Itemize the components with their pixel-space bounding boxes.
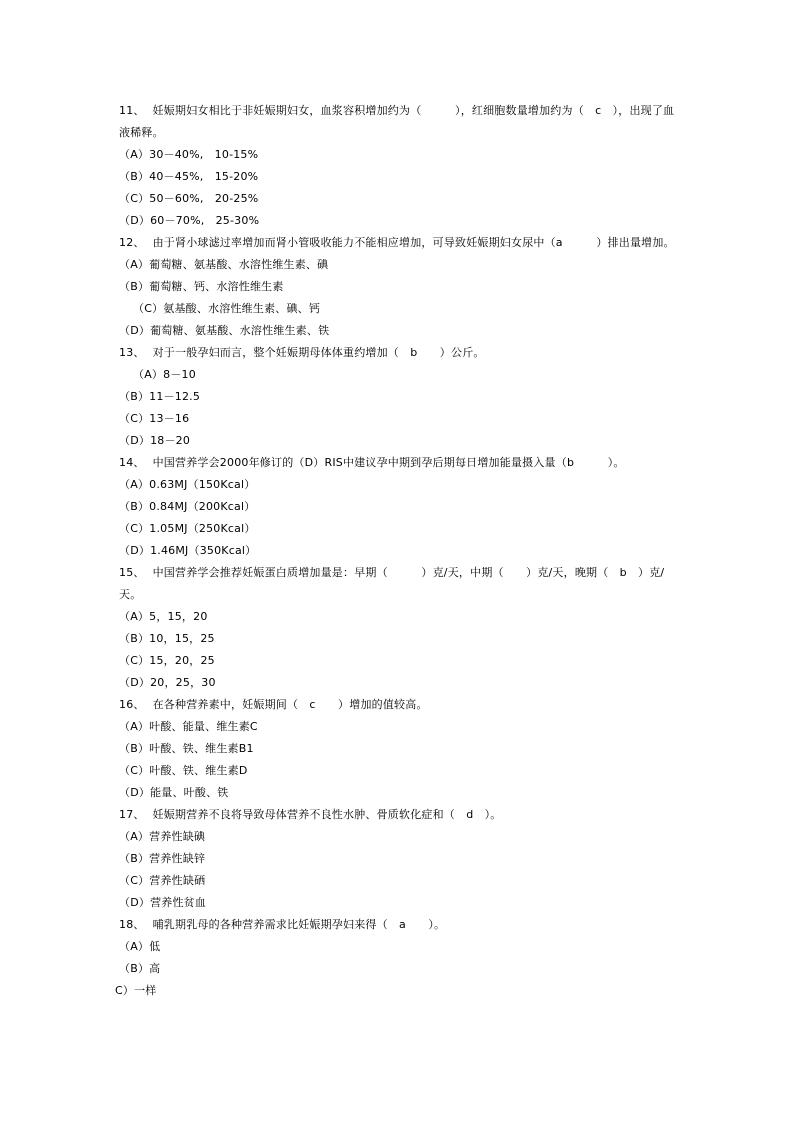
question-number: 17、 <box>119 808 145 821</box>
option-a: （A）0.63MJ（150Kcal） <box>119 478 256 491</box>
question-stem: 15、 中国营养学会推荐妊娠蛋白质增加量是：早期（ ）克/天，中期（ ）克/天，晚期（ b ）克/天。 <box>119 566 665 601</box>
question-number: 12、 <box>119 236 145 249</box>
question-number: 14、 <box>119 456 145 469</box>
option-b: （B）葡萄糖、钙、水溶性维生素 <box>119 280 284 293</box>
option-a: （A）5，15，20 <box>119 610 208 623</box>
option-d: （D）能量、叶酸、铁 <box>119 786 229 799</box>
option-a: （A）营养性缺碘 <box>119 830 206 843</box>
question-stem: 14、 中国营养学会2000年修订的（D）RIS中建议孕中期到孕后期每日增加能量摄入量（b ）。 <box>119 456 625 469</box>
question-number: 13、 <box>119 346 145 359</box>
question-16 <box>119 694 679 804</box>
option-b: （B）40－45%, 15-20% <box>119 170 259 183</box>
option-d: （D）葡萄糖、氨基酸、水溶性维生素、铁 <box>119 324 330 337</box>
option-b: （B）11－12.5 <box>119 390 201 403</box>
question-stem: 13、 对于一般孕妇而言，整个妊娠期母体体重约增加（ b ）公斤。 <box>119 346 485 359</box>
question-14 <box>119 452 679 562</box>
option-c: C）一样 <box>115 984 157 997</box>
question-stem: 11、 妊娠期妇女相比于非妊娠期妇女，血浆容积增加约为（ ），红细胞数量增加约为（ c ），出现了血液稀释。 <box>119 104 675 139</box>
option-b: （B）营养性缺锌 <box>119 852 206 865</box>
question-15 <box>119 562 679 694</box>
option-c: （C）营养性缺硒 <box>119 874 206 887</box>
option-d: （D）18－20 <box>119 434 191 447</box>
option-c: （C）叶酸、铁、维生素D <box>119 764 248 777</box>
question-stem: 17、 妊娠期营养不良将导致母体营养不良性水肿、骨质软化症和（ d ）。 <box>119 808 502 821</box>
option-a: （A）30－40%, 10-15% <box>119 148 259 161</box>
option-d: （D）60－70%, 25-30% <box>119 214 260 227</box>
question-number: 15、 <box>119 566 145 579</box>
question-11 <box>119 100 679 232</box>
question-stem: 18、 哺乳期乳母的各种营养需求比妊娠期孕妇来得（ a ）。 <box>119 918 446 931</box>
option-b: （B）叶酸、铁、维生素B1 <box>119 742 254 755</box>
option-c: （C）1.05MJ（250Kcal） <box>119 522 256 535</box>
question-number: 16、 <box>119 698 145 711</box>
option-a: （A）葡萄糖、氨基酸、水溶性维生素、碘 <box>119 258 329 271</box>
option-c: （C）50－60%, 20-25% <box>119 192 259 205</box>
option-b: （B）10，15，25 <box>119 632 215 645</box>
option-b: （B）0.84MJ（200Kcal） <box>119 500 256 513</box>
option-c: （C）氨基酸、水溶性维生素、碘、钙 <box>133 302 321 315</box>
question-number: 11、 <box>119 104 145 117</box>
option-a: （A）8－10 <box>133 368 196 381</box>
question-17 <box>119 804 679 914</box>
question-stem: 12、 由于肾小球滤过率增加而肾小管吸收能力不能相应增加，可导致妊娠期妇女尿中（a ）排出量增加。 <box>119 236 675 249</box>
option-c: （C）15，20，25 <box>119 654 215 667</box>
option-b: （B）高 <box>119 962 161 975</box>
document-page <box>115 100 679 1002</box>
question-13 <box>119 342 679 452</box>
option-c: （C）13－16 <box>119 412 190 425</box>
question-18 <box>115 914 679 1002</box>
option-a: （A）叶酸、能量、维生素C <box>119 720 258 733</box>
option-a: （A）低 <box>119 940 161 953</box>
question-number: 18、 <box>119 918 145 931</box>
option-d: （D）20，25，30 <box>119 676 216 689</box>
question-stem: 16、 在各种营养素中，妊娠期间（ c ）增加的值较高。 <box>119 698 428 711</box>
option-d: （D）营养性贫血 <box>119 896 207 909</box>
option-d: （D）1.46MJ（350Kcal） <box>119 544 257 557</box>
question-12 <box>119 232 679 342</box>
